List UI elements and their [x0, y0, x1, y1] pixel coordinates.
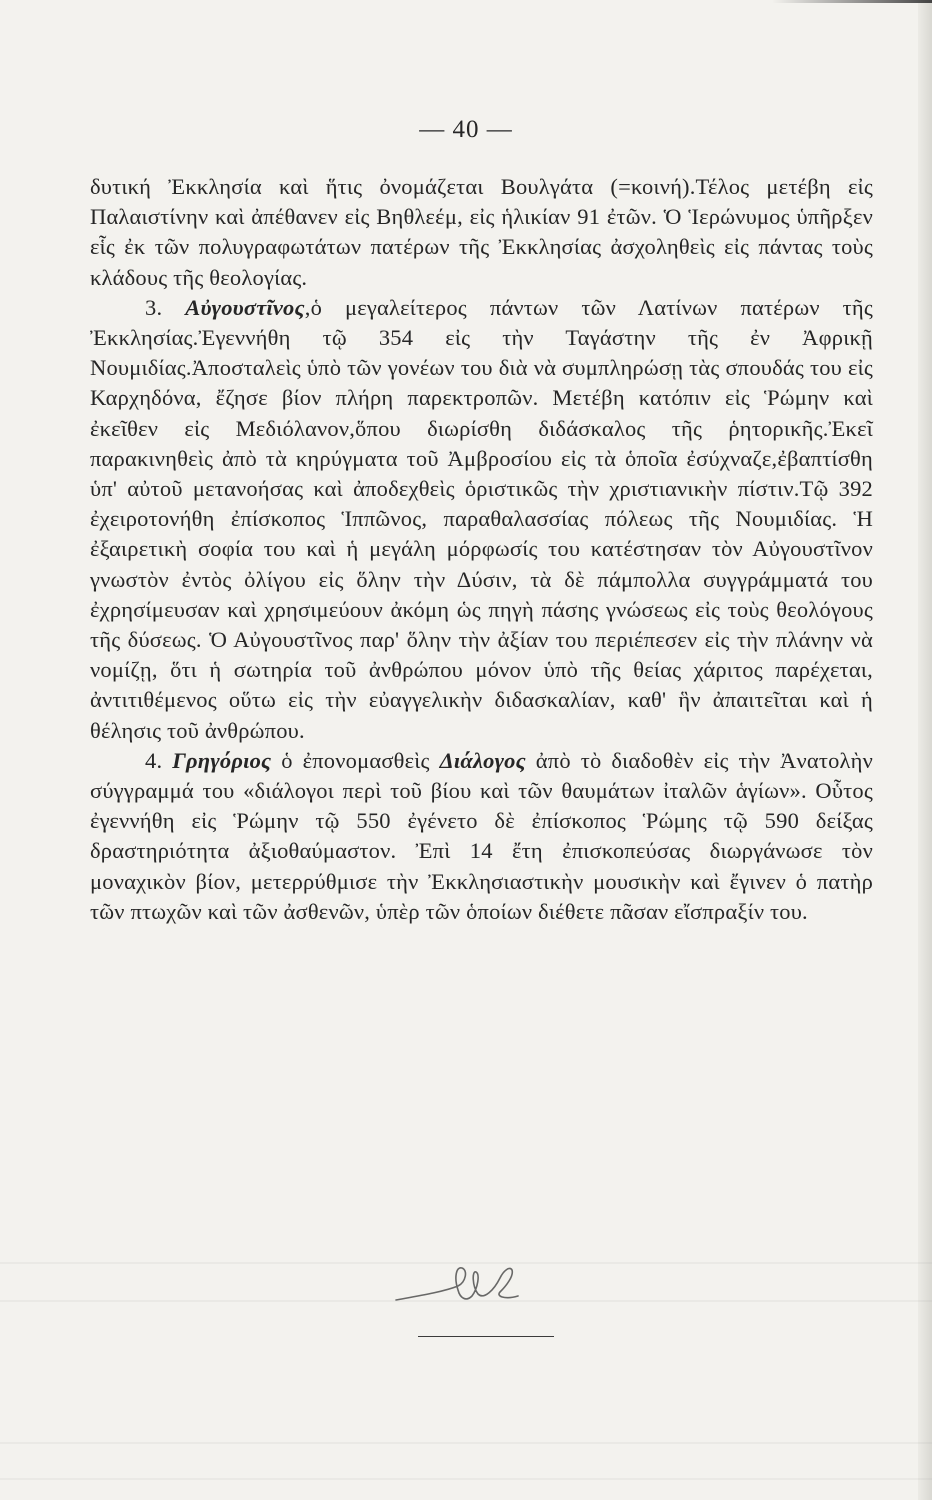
paragraph-1: δυτική Ἐκκλησία καὶ ἥτις ὀνομάζεται Βουλγάτα (=κοινή).Τέλος μετέβη εἰς Παλαιστίνην καὶ ἀπέθανεν εἰς Βηθλεέμ, εἰς ἡλικίαν 91 ἐτῶν. Ὁ Ἱερώνυμος ὑπῆρξεν εἷς ἐκ τῶν πολυγραφωτάτων πατέρων τῆς Ἐκκλησίας ἀσχοληθεὶς εἰς πάντας τοὺς κλάδους τῆς θεολογίας.: [90, 174, 873, 290]
paragraph-augustine-text: ,ὁ μεγαλείτερος πάντων τῶν Λατίνων πατέρων τῆς Ἐκκλησίας.Ἐγεννήθη τῷ 354 εἰς τὴν Ταγάστην τῆς ἐν Ἀφρικῇ Νουμιδίας.Ἀποσταλεὶς ὑπὸ τῶν γονέων του διὰ νὰ συμπληρώσῃ τὰς σπουδάς του εἰς Καρχηδόνα, ἔζησε βίον πλήρη παρεκτροπῶν. Μετέβη κατόπιν εἰς Ῥώμην καὶ ἐκεῖθεν εἰς Μεδιόλανον,ὅπου διωρίσθη διδάσκαλος τῆς ῥητορικῆς.Ἐκεῖ παρακινηθεὶς ἀπὸ τὰ κηρύγματα τοῦ Ἀμβροσίου εἰς τὰ ὁποῖα ἐσύχναζε,ἐβαπτίσθη ὑπ' αὐτοῦ μετανοήσας καὶ ἀποδεχθεὶς ὁριστικῶς τὴν χριστιανικὴν πίστιν.Τῷ 392 ἐχειροτονήθη ἐπίσκοπος Ἱππῶνος, παραθαλασσίας πόλεως τῆς Νουμιδίας. Ἡ ἐξαιρετικὴ σοφία του καὶ ἡ μεγάλη μόρφωσίς του κατέστησαν τὸν Αὐγουστῖνον γνωστὸν ἐντὸς ὀλίγου εἰς ὅλην τὴν Δύσιν, τὰ δὲ πάμπολλα συγγράμματά του ἐχρησίμευσαν καὶ χρησιμεύουν ἀκόμη ὡς πηγὴ πάσης γνώσεως εἰς τοὺς θεολόγους τῆς δύσεως. Ὁ Αὐγουστῖνος παρ' ὅλην τὴν ἀξίαν του περιέπεσεν εἰς τὴν πλάνην νὰ νομίζῃ, ὅτι ἡ σωτηρία τοῦ ἀνθρώπου μόνον ὑπὸ τῆς θείας χάριτος παρέχεται, ἀντιτιθέμενος οὕτω εἰς τὴν εὐαγγελικὴν διδασκαλίαν, καθ' ἣν ἀπαιτεῖται καὶ ἡ θέλησις τοῦ ἀνθρώπου.: [90, 294, 873, 743]
paragraph-augustine: [90, 293, 873, 746]
bleed-through-line: [0, 1300, 932, 1302]
paragraph-augustine-number: 3.: [145, 294, 163, 320]
closing-rule: [418, 1336, 554, 1337]
paragraph-gregory: [90, 746, 873, 927]
paragraph-gregory-text-a: ὁ ἐπονομασθεὶς: [271, 747, 440, 773]
name-augustine: Αὐγουστῖνος: [185, 294, 305, 320]
bleed-through-line: [0, 1478, 932, 1480]
paragraph-gregory-number: 4.: [145, 747, 163, 773]
scan-top-mark: [772, 0, 932, 3]
bleed-through-line: [0, 1442, 932, 1444]
epithet-dialogos: Διάλογος: [439, 747, 526, 773]
bleed-through-line: [0, 1262, 932, 1264]
page-edge-shadow: [918, 0, 932, 1500]
paragraph-gregory-text-b: ἀπὸ τὸ διαδοθὲν εἰς τὴν Ἀνατολὴν σύγγραμμά του «διάλογοι περὶ τοῦ βίου καὶ τῶν θαυμάτων ἰταλῶν ἁγίων». Οὗτος ἐγεννήθη εἰς Ῥώμην τῷ 550 ἐγένετο δὲ ἐπίσκοπος Ῥώμης τῷ 590 δείξας δραστηριότητα ἀξιοθαύμαστον. Ἐπὶ 14 ἔτη ἐπισκοπεύσας διωργάνωσε τὸν μοναχικὸν βίον, μετερρύθμισε τὴν Ἐκκλησιαστικὴν μουσικὴν καὶ ἔγινεν ὁ πατὴρ τῶν πτωχῶν καὶ τῶν ἀσθενῶν, ὑπὲρ τῶν ὁποίων διέθετε πᾶσαν εἴσπραξίν του.: [90, 747, 873, 924]
name-gregory: Γρηγόριος: [172, 747, 272, 773]
main-text: [90, 172, 873, 927]
page-number: — 40 —: [419, 116, 513, 143]
handwritten-signature: [388, 1256, 528, 1316]
